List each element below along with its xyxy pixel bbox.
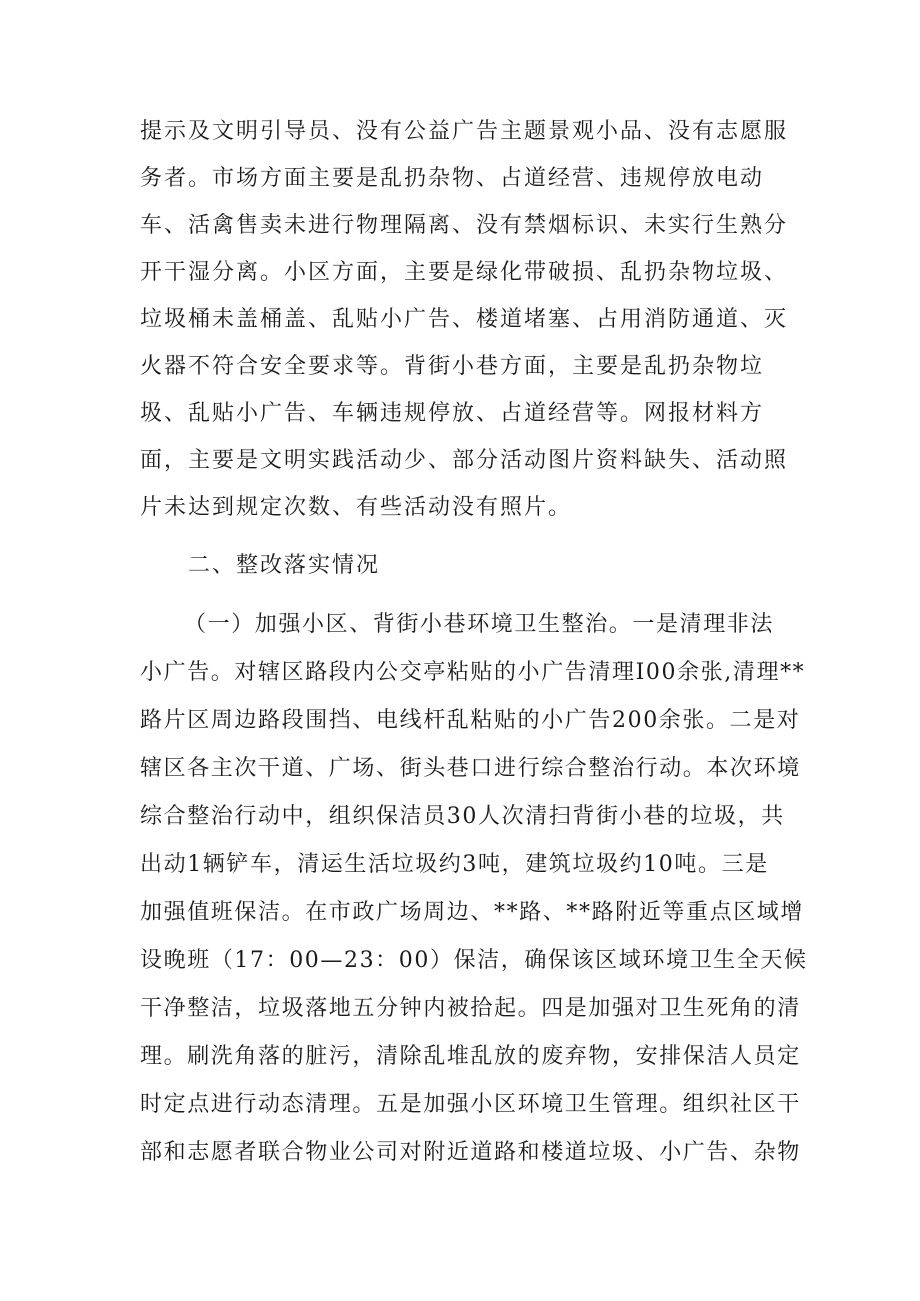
text-line: 设晚班（17：00—23：00）保洁，确保该区域环境卫生全天候 <box>140 948 808 973</box>
text-line: 时定点进行动态清理。五是加强小区环境卫生管理。组织社区干 <box>140 1092 801 1117</box>
text-line: 出动1辆铲车，清运生活垃圾约3吨，建筑垃圾约10吨。三是 <box>140 852 769 877</box>
text-line: 干净整洁，垃圾落地五分钟内被拾起。四是加强对卫生死角的清 <box>140 996 801 1021</box>
text-line: 面，主要是文明实践活动少、部分活动图片资料缺失、活动照 <box>140 448 789 473</box>
text-line: 片未达到规定次数、有些活动没有照片。 <box>140 495 573 520</box>
text-line: 路片区周边路段围挡、电线杆乱粘贴的小广告200余张。二是对 <box>140 708 801 733</box>
text-line: 小广告。对辖区路段内公交亭粘贴的小广告清理I00余张,清理** <box>140 660 806 685</box>
text-line: 务者。市场方面主要是乱扔杂物、占道经营、违规停放电动 <box>140 166 765 191</box>
text-line: （一）加强小区、背街小巷环境卫生整治。一是清理非法 <box>184 612 775 637</box>
text-line: 提示及文明引导员、没有公益广告主题景观小品、没有志愿服 <box>140 119 789 144</box>
section-heading: 二、整改落实情况 <box>188 553 381 578</box>
text-line: 辖区各主次干道、广场、街头巷口进行综合整治行动。本次环境 <box>140 756 801 781</box>
text-line: 部和志愿者联合物业公司对附近道路和楼道垃圾、小广告、杂物 <box>140 1140 801 1165</box>
text-line: 垃圾桶未盖桶盖、乱贴小广告、楼道堵塞、占用消防通道、灭 <box>140 307 789 332</box>
text-line: 车、活禽售卖未进行物理隔离、没有禁烟标识、未实行生熟分 <box>140 213 789 238</box>
text-line: 综合整治行动中，组织保洁员30人次清扫背街小巷的垃圾，共 <box>140 804 785 829</box>
text-line: 加强值班保洁。在市政广场周边、**路、**路附近等重点区域增 <box>140 900 805 925</box>
text-line: 理。刷洗角落的脏污，清除乱堆乱放的废弃物，安排保洁人员定 <box>140 1044 801 1069</box>
text-line: 火器不符合安全要求等。背街小巷方面，主要是乱扔杂物垃 <box>140 354 765 379</box>
text-line: 圾、乱贴小广告、车辆违规停放、占道经营等。网报材料方 <box>140 401 765 426</box>
text-line: 开干湿分离。小区方面，主要是绿化带破损、乱扔杂物垃圾、 <box>140 260 789 285</box>
